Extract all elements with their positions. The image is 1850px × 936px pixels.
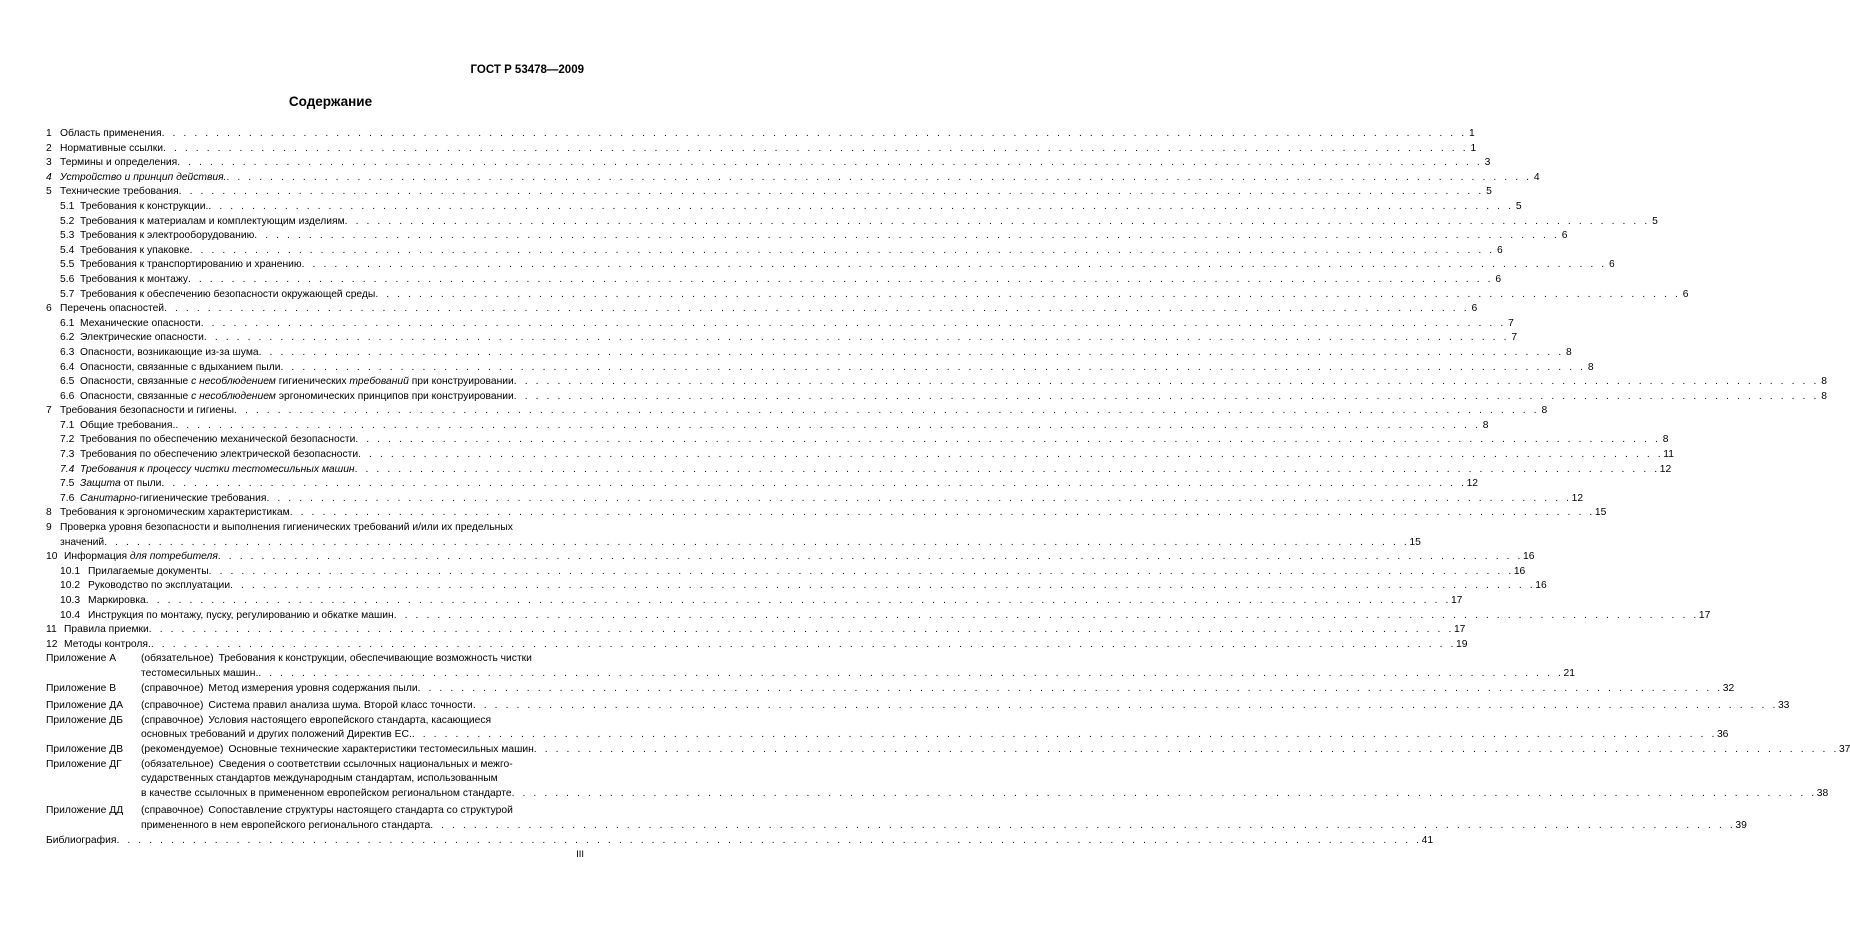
toc-entry-number: 6.1 — [60, 317, 75, 329]
toc-entry-appendix[interactable] — [46, 743, 1850, 758]
toc-entry-title: Информация для потребителя — [64, 551, 218, 563]
toc-entry[interactable] — [46, 448, 1674, 463]
toc-entry-appendix[interactable] — [46, 682, 1735, 697]
toc-entry-title: Сопоставление структуры настоящего стандарта со структурой — [208, 805, 513, 817]
toc-entry-page: 17 — [1450, 595, 1463, 606]
dot-leader: . . . . . . . . . . . . . . . . . . . . . . . . . . . . . . . . . . . . . . . . . . . . . . . . . . . . . . . . . . . . . . . . . . . . . . . . . . . . . . . . . . . . . . . . . . . . . . . . . . . . . . . . . . . . . . . . . . . . . . . . — [375, 288, 1681, 300]
dot-leader: . . . . . . . . . . . . . . . . . . . . . . . . . . . . . . . . . . . . . . . . . . . . . . . . . . . . . . . . . . . . . . . . . . . . . . . . . . . . . . . . . . . . . . . . . . . . . . . . . . . . . . . . . . . . . . . . . . . . . . . . — [234, 405, 1540, 417]
toc-entry[interactable] — [46, 477, 1479, 492]
toc-entry-page: 8 — [1482, 419, 1489, 431]
toc-entry-number: 6.3 — [60, 346, 75, 358]
toc-entry-page: 6 — [1561, 230, 1568, 242]
toc-entry-title: Область применения — [60, 128, 162, 139]
table-of-contents — [46, 127, 1850, 848]
toc-entry[interactable] — [46, 302, 1478, 317]
toc-entry[interactable] — [46, 565, 1526, 580]
toc-entry-page: 6 — [1495, 273, 1502, 285]
toc-entry-title: Основные технические характеристики тестомесильных машин — [228, 743, 534, 755]
toc-entry-number: 6.4 — [60, 361, 75, 373]
appendix-designation: Приложение ДБ — [46, 714, 123, 726]
toc-entry-title-continuation: значений — [60, 536, 105, 548]
toc-entry[interactable] — [46, 834, 1434, 849]
toc-entry-appendix[interactable] — [46, 758, 1829, 802]
toc-entry-number: 7.2 — [60, 434, 75, 446]
toc-entry-number: 10.4 — [60, 609, 81, 621]
toc-entry-number: 2 — [46, 142, 52, 154]
toc-entry-page: 12 — [1571, 492, 1584, 504]
dot-leader: . . . . . . . . . . . . . . . . . . . . . . . . . . . . . . . . . . . . . . . . . . . . . . . . . . . . . . . . . . . . . . . . . . . . . . . . . . . . . . . . . . . . . . . . . . . . . . . . . . . . . . . . . . . . . . . . . . . . . . . . — [163, 142, 1469, 154]
toc-entry-title: Библиография — [46, 834, 117, 846]
toc-entry-number: 6 — [46, 303, 52, 315]
dot-leader: . . . . . . . . . . . . . . . . . . . . . . . . . . . . . . . . . . . . . . . . . . . . . . . . . . . . . . . . . . . . . . . . . . . . . . . . . . . . . . . . . . . . . . . . . . . . . . . . . . . . . . . . . . . . . . . . . . . . . . . . — [189, 244, 1495, 256]
toc-entry-number: 6.2 — [60, 332, 75, 344]
page-title: Содержание — [288, 94, 373, 109]
toc-entry[interactable] — [46, 623, 1466, 638]
toc-entry-number: 6.6 — [60, 390, 75, 402]
toc-entry-number: 5 — [46, 186, 52, 198]
toc-entry-page: 32 — [1722, 682, 1735, 694]
toc-entry-title: Термины и определения — [60, 157, 178, 169]
toc-entry[interactable] — [46, 258, 1615, 273]
toc-entry-page: 21 — [1563, 667, 1575, 679]
toc-entry[interactable] — [46, 229, 1568, 244]
toc-entry[interactable] — [46, 288, 1689, 303]
toc-entry-page: 33 — [1777, 700, 1790, 712]
toc-entry[interactable] — [46, 433, 1669, 448]
dot-leader: . . . . . . . . . . . . . . . . . . . . . . . . . . . . . . . . . . . . . . . . . . . . . . . . . . . . . . . . . . . . . . . . . . . . . . . . . . . . . . . . . . . . . . . . . . . . . . . . . . . . . . . . . . . . . . . . . . . . . . . . — [164, 303, 1470, 315]
dot-leader: . . . . . . . . . . . . . . . . . . . . . . . . . . . . . . . . . . . . . . . . . . . . . . . . . . . . . . . . . . . . . . . . . . . . . . . . . . . . . . . . . . . . . . . . . . . . . . . . . . . . . . . . . . . . . . . . . . . . . . . . — [266, 492, 1572, 504]
toc-entry-page: 8 — [1821, 390, 1827, 402]
toc-entry-number: 9 — [46, 522, 52, 534]
toc-entry-page: 7 — [1511, 332, 1518, 344]
dot-leader: . . . . . . . . . . . . . . . . . . . . . . . . . . . . . . . . . . . . . . . . . . . . . . . . . . . . . . . . . . . . . . . . . . . . . . . . . . . . . . . . . . . . . . . . . . . . . . . . . . . . . . . . . . . . . . . . . . . . . . . . — [258, 346, 1564, 358]
dot-leader: . . . . . . . . . . . . . . . . . . . . . . . . . . . . . . . . . . . . . . . . . . . . . . . . . . . . . . . . . . . . . . . . . . . . . . . . . . . . . . . . . . . . . . . . . . . . . . . . . . . . . . . . . . . . . . . . . . . . . . . . — [344, 215, 1650, 227]
toc-entry-page: 36 — [1716, 729, 1729, 741]
toc-entry-title: Требования к материалам и комплектующим изделиям — [80, 215, 345, 227]
toc-entry-title: Технические требования — [60, 186, 179, 198]
toc-entry-number: 10 — [46, 551, 58, 563]
toc-entry-page: 3 — [1484, 157, 1491, 169]
appendix-kind: (справочное) — [141, 714, 204, 726]
toc-entry[interactable] — [46, 550, 1535, 565]
toc-entry-title: Требования к обеспечению безопасности окружающей среды — [80, 288, 376, 300]
appendix-designation: Приложение ДД — [46, 805, 124, 817]
dot-leader: . . . . . . . . . . . . . . . . . . . . . . . . . . . . . . . . . . . . . . . . . . . . . . . . . . . . . . . . . . . . . . . . . . . . . . . . . . . . . . . . . . . . . . . . . . . . . . . . . . . . . . . . . . . . . . . . . . . . . . . . — [175, 419, 1481, 431]
dot-leader: . . . . . . . . . . . . . . . . . . . . . . . . . . . . . . . . . . . . . . . . . . . . . . . . . . . . . . . . . . . . . . . . . . . . . . . . . . . . . . . . . . . . . . . . . . . . . . . . . . . . . . . . . . . . . . . . . . . . . . . . — [472, 700, 1778, 712]
toc-entry-title-continuation: в качестве ссылочных в примененном европейском региональном стандарте — [141, 787, 512, 799]
toc-entry-title: Требования к монтажу — [80, 273, 188, 285]
appendix-designation: Приложение ДГ — [46, 758, 122, 770]
toc-entry-page: 8 — [1566, 346, 1572, 358]
toc-entry-title: Электрические опасности — [80, 332, 204, 344]
toc-entry-title: Правила приемки — [64, 624, 149, 636]
dot-leader: . . . . . . . . . . . . . . . . . . . . . . . . . . . . . . . . . . . . . . . . . . . . . . . . . . . . . . . . . . . . . . . . . . . . . . . . . . . . . . . . . . . . . . . . . . . . . . . . . . . . . . . . . . . . . . . . . . . . . . . . — [148, 624, 1454, 636]
toc-entry-page: 1 — [1470, 142, 1477, 154]
dot-leader: . . . . . . . . . . . . . . . . . . . . . . . . . . . . . . . . . . . . . . . . . . . . . . . . . . . . . . . . . . . . . . . . . . . . . . . . . . . . . . . . . . . . . . . . . . . . . . . . . . . . . . . . . . . . . . . . . . . . . . . . — [411, 729, 1717, 741]
appendix-designation: Приложение В — [46, 682, 117, 694]
toc-entry-title: Опасности, возникающие из-за шума — [80, 346, 259, 358]
toc-entry-title: Перечень опасностей — [60, 303, 165, 315]
toc-entry[interactable] — [46, 375, 1827, 390]
dot-leader: . . . . . . . . . . . . . . . . . . . . . . . . . . . . . . . . . . . . . . . . . . . . . . . . . . . . . . . . . . . . . . . . . . . . . . . . . . . . . . . . . . . . . . . . . . . . . . . . . . . . . . . . . . . . . . . . . . . . . . . . — [280, 361, 1586, 373]
toc-entry-title-continuation: примененного в нем европейского регионального стандарта — [141, 819, 431, 831]
toc-entry[interactable] — [46, 463, 1672, 478]
toc-entry-title: Опасности, связанные с несоблюдением гигиенических требований при конструировании — [80, 376, 514, 388]
toc-entry-page: 8 — [1662, 434, 1669, 446]
toc-entry-page: 5 — [1652, 215, 1658, 227]
toc-entry-title: Руководство по эксплуатации — [88, 580, 231, 592]
toc-entry-page: 4 — [1533, 171, 1540, 183]
dot-leader: . . . . . . . . . . . . . . . . . . . . . . . . . . . . . . . . . . . . . . . . . . . . . . . . . . . . . . . . . . . . . . . . . . . . . . . . . . . . . . . . . . . . . . . . . . . . . . . . . . . . . . . . . . . . . . . . . . . . . . . . — [208, 200, 1514, 212]
dot-leader: . . . . . . . . . . . . . . . . . . . . . . . . . . . . . . . . . . . . . . . . . . . . . . . . . . . . . . . . . . . . . . . . . . . . . . . . . . . . . . . . . . . . . . . . . . . . . . . . . . . . . . . . . . . . . . . . . . . . . . . . — [513, 376, 1819, 388]
toc-entry-title: Требования к процессу чистки тестомесильных машин — [80, 463, 355, 475]
appendix-kind: (справочное) — [141, 805, 204, 817]
toc-entry[interactable] — [46, 200, 1522, 215]
dot-leader: . . . . . . . . . . . . . . . . . . . . . . . . . . . . . . . . . . . . . . . . . . . . . . . . . . . . . . . . . . . . . . . . . . . . . . . . . . . . . . . . . . . . . . . . . . . . . . . . . . . . . . . . . . . . . . . . . . . . . . . . — [393, 609, 1699, 621]
toc-entry-title: Проверка уровня безопасности и выполнения гигиенических требований и/или их предельных — [60, 522, 513, 534]
toc-entry[interactable] — [46, 244, 1503, 259]
toc-entry-number: 7.6 — [60, 492, 75, 504]
toc-entry-page: 8 — [1541, 405, 1548, 417]
toc-entry[interactable] — [46, 579, 1547, 594]
toc-entry[interactable] — [46, 492, 1584, 507]
toc-entry-title: Опасности, связанные с вдыханием пыли — [80, 361, 281, 373]
dot-leader: . . . . . . . . . . . . . . . . . . . . . . . . . . . . . . . . . . . . . . . . . . . . . . . . . . . . . . . . . . . . . . . . . . . . . . . . . . . . . . . . . . . . . . . . . . . . . . . . . . . . . . . . . . . . . . . . . . . . . . . . — [178, 186, 1484, 198]
toc-entry-title: Метод измерения уровня содержания пыли — [208, 682, 418, 694]
toc-entry[interactable] — [46, 638, 1468, 653]
toc-entry-title-continuation: тестомесильных машин. — [141, 667, 259, 679]
toc-entry-page: 12 — [1659, 463, 1672, 475]
toc-entry[interactable] — [46, 361, 1594, 376]
appendix-kind: (справочное) — [141, 700, 204, 712]
toc-entry-title: Условия настоящего европейского стандарта, касающиеся — [208, 714, 492, 726]
toc-entry-page: 8 — [1587, 361, 1594, 373]
dot-leader: . . . . . . . . . . . . . . . . . . . . . . . . . . . . . . . . . . . . . . . . . . . . . . . . . . . . . . . . . . . . . . . . . . . . . . . . . . . . . . . . . . . . . . . . . . . . . . . . . . . . . . . . . . . . . . . . . . . . . . . . — [258, 667, 1564, 679]
toc-entry-title: Прилагаемые документы — [88, 565, 209, 577]
toc-entry-number: 5.5 — [60, 259, 75, 271]
dot-leader: . . . . . . . . . . . . . . . . . . . . . . . . . . . . . . . . . . . . . . . . . . . . . . . . . . . . . . . . . . . . . . . . . . . . . . . . . . . . . . . . . . . . . . . . . . . . . . . . . . . . . . . . . . . . . . . . . . . . . . . . — [208, 565, 1514, 577]
toc-entry-number: 7 — [46, 405, 52, 417]
toc-entry-number: 10.3 — [60, 595, 81, 606]
toc-entry[interactable] — [46, 215, 1658, 230]
dot-leader: . . . . . . . . . . . . . . . . . . . . . . . . . . . . . . . . . . . . . . . . . . . . . . . . . . . . . . . . . . . . . . . . . . . . . . . . . . . . . . . . . . . . . . . . . . . . . . . . . . . . . . . . . . . . . . . . . . . . . . . . — [513, 390, 1819, 402]
toc-entry-appendix[interactable] — [46, 714, 1729, 743]
toc-entry-page: 8 — [1821, 376, 1827, 388]
toc-entry[interactable] — [46, 404, 1548, 419]
dot-leader: . . . . . . . . . . . . . . . . . . . . . . . . . . . . . . . . . . . . . . . . . . . . . . . . . . . . . . . . . . . . . . . . . . . . . . . . . . . . . . . . . . . . . . . . . . . . . . . . . . . . . . . . . . . . . . . . . . . . . . . . — [301, 259, 1607, 271]
toc-entry-number: 12 — [46, 638, 58, 650]
toc-entry-title: Нормативные ссылки — [60, 142, 164, 154]
toc-entry-number: 5.3 — [60, 230, 75, 242]
dot-leader: . . . . . . . . . . . . . . . . . . . . . . . . . . . . . . . . . . . . . . . . . . . . . . . . . . . . . . . . . . . . . . . . . . . . . . . . . . . . . . . . . . . . . . . . . . . . . . . . . . . . . . . . . . . . . . . . . . . . . . . . — [254, 230, 1560, 242]
toc-entry-page: 6 — [1609, 259, 1615, 271]
dot-leader: . . . . . . . . . . . . . . . . . . . . . . . . . . . . . . . . . . . . . . . . . . . . . . . . . . . . . . . . . . . . . . . . . . . . . . . . . . . . . . . . . . . . . . . . . . . . . . . . . . . . . . . . . . . . . . . . . . . . . . . . — [104, 536, 1410, 548]
appendix-kind: (рекомендуемое) — [141, 743, 224, 755]
document-designation: ГОСТ Р 53478—2009 — [470, 64, 584, 76]
toc-entry-number: 7.3 — [60, 449, 75, 461]
toc-entry-title-continuation: основных требований и других положений Директив ЕС. — [141, 729, 412, 741]
toc-entry[interactable] — [46, 317, 1514, 332]
toc-entry-title: Методы контроля. — [64, 638, 151, 650]
dot-leader: . . . . . . . . . . . . . . . . . . . . . . . . . . . . . . . . . . . . . . . . . . . . . . . . . . . . . . . . . . . . . . . . . . . . . . . . . . . . . . . . . . . . . . . . . . . . . . . . . . . . . . . . . . . . . . . . . . . . . . . . — [150, 638, 1457, 650]
toc-entry-page: 12 — [1466, 478, 1479, 490]
toc-entry-number: 5.1 — [60, 200, 75, 212]
toc-entry-appendix[interactable] — [46, 699, 1790, 714]
toc-entry-title: Система правил анализа шума. Второй класс точности — [208, 700, 473, 712]
appendix-designation: Приложение А — [46, 653, 117, 665]
toc-entry-page: 6 — [1471, 303, 1478, 315]
toc-entry-appendix[interactable] — [46, 652, 1575, 681]
toc-entry-page: 37 — [1838, 743, 1850, 755]
dot-leader: . . . . . . . . . . . . . . . . . . . . . . . . . . . . . . . . . . . . . . . . . . . . . . . . . . . . . . . . . . . . . . . . . . . . . . . . . . . . . . . . . . . . . . . . . . . . . . . . . . . . . . . . . . . . . . . . . . . . . . . . — [161, 478, 1467, 490]
toc-entry-page: 19 — [1456, 638, 1468, 650]
toc-entry-number: 10.2 — [60, 580, 81, 592]
toc-entry[interactable] — [46, 594, 1463, 609]
dot-leader: . . . . . . . . . . . . . . . . . . . . . . . . . . . . . . . . . . . . . . . . . . . . . . . . . . . . . . . . . . . . . . . . . . . . . . . . . . . . . . . . . . . . . . . . . . . . . . . . . . . . . . . . . . . . . . . . . . . . . . . . — [417, 682, 1723, 694]
toc-entry-title: Защита от пыли — [80, 478, 162, 490]
toc-entry-title: Устройство и принцип действия. — [60, 171, 227, 183]
toc-entry-title: Инструкция по монтажу, пуску, регулированию и обкатке машин — [88, 609, 394, 621]
toc-entry-page: 5 — [1486, 186, 1492, 198]
toc-entry-number: 7.1 — [60, 419, 75, 431]
dot-leader: . . . . . . . . . . . . . . . . . . . . . . . . . . . . . . . . . . . . . . . . . . . . . . . . . . . . . . . . . . . . . . . . . . . . . . . . . . . . . . . . . . . . . . . . . . . . . . . . . . . . . . . . . . . . . . . . . . . . . . . . — [116, 834, 1422, 846]
toc-entry-page: 17 — [1453, 624, 1466, 636]
toc-entry-title: Механические опасности — [80, 317, 201, 329]
toc-entry-title: Требования к электрооборудованию — [80, 230, 255, 242]
dot-leader: . . . . . . . . . . . . . . . . . . . . . . . . . . . . . . . . . . . . . . . . . . . . . . . . . . . . . . . . . . . . . . . . . . . . . . . . . . . . . . . . . . . . . . . . . . . . . . . . . . . . . . . . . . . . . . . . . . . . . . . . — [145, 595, 1451, 606]
toc-entry-number: 6.5 — [60, 376, 75, 388]
toc-entry-title: Опасности, связанные с несоблюдением эргономических принципов при конструировании — [80, 390, 514, 402]
dot-leader: . . . . . . . . . . . . . . . . . . . . . . . . . . . . . . . . . . . . . . . . . . . . . . . . . . . . . . . . . . . . . . . . . . . . . . . . . . . . . . . . . . . . . . . . . . . . . . . . . . . . . . . . . . . . . . . . . . . . . . . . — [217, 551, 1524, 563]
toc-entry-page: 16 — [1513, 565, 1526, 577]
toc-entry-number: 5.7 — [60, 288, 75, 300]
toc-entry-page: 7 — [1508, 317, 1514, 329]
toc-entry-appendix[interactable] — [46, 804, 1747, 833]
toc-entry[interactable] — [46, 185, 1492, 200]
toc-entry[interactable] — [46, 390, 1827, 405]
toc-entry-title: Требования к транспортированию и хранению — [80, 259, 302, 271]
toc-entry-page: 41 — [1421, 834, 1434, 846]
toc-entry-number: 5.4 — [60, 244, 75, 256]
toc-entry-number: 11 — [46, 624, 57, 636]
toc-entry[interactable] — [46, 156, 1491, 171]
toc-entry-title: Требования к эргономическим характеристикам — [60, 507, 290, 519]
page-number: III — [576, 849, 584, 860]
dot-leader: . . . . . . . . . . . . . . . . . . . . . . . . . . . . . . . . . . . . . . . . . . . . . . . . . . . . . . . . . . . . . . . . . . . . . . . . . . . . . . . . . . . . . . . . . . . . . . . . . . . . . . . . . . . . . . . . . . . . . . . . — [187, 273, 1494, 285]
toc-entry[interactable] — [46, 521, 1421, 550]
appendix-kind: (обязательное) — [141, 653, 214, 665]
toc-entry-page: 15 — [1409, 536, 1421, 548]
toc-entry-title: Требования безопасности и гигиены — [60, 405, 235, 417]
toc-entry-title: Общие требования. — [80, 419, 176, 431]
toc-entry-number: 10.1 — [60, 565, 81, 577]
dot-leader: . . . . . . . . . . . . . . . . . . . . . . . . . . . . . . . . . . . . . . . . . . . . . . . . . . . . . . . . . . . . . . . . . . . . . . . . . . . . . . . . . . . . . . . . . . . . . . . . . . . . . . . . . . . . . . . . . . . . . . . . — [430, 819, 1736, 831]
toc-entry[interactable] — [46, 609, 1711, 624]
toc-entry-number: 5.6 — [60, 273, 75, 285]
dot-leader: . . . . . . . . . . . . . . . . . . . . . . . . . . . . . . . . . . . . . . . . . . . . . . . . . . . . . . . . . . . . . . . . . . . . . . . . . . . . . . . . . . . . . . . . . . . . . . . . . . . . . . . . . . . . . . . . . . . . . . . . — [226, 171, 1532, 183]
toc-entry-number: 3 — [46, 157, 52, 169]
dot-leader: . . . . . . . . . . . . . . . . . . . . . . . . . . . . . . . . . . . . . . . . . . . . . . . . . . . . . . . . . . . . . . . . . . . . . . . . . . . . . . . . . . . . . . . . . . . . . . . . . . . . . . . . . . . . . . . . . . . . . . . . — [354, 463, 1660, 475]
toc-entry-title-continuation: сударственных стандартов международным стандартам, использованным — [141, 773, 498, 785]
toc-entry-title: Сведения о соответствии ссылочных национальных и межго- — [218, 758, 513, 770]
toc-entry-page: 16 — [1535, 580, 1547, 592]
dot-leader: . . . . . . . . . . . . . . . . . . . . . . . . . . . . . . . . . . . . . . . . . . . . . . . . . . . . . . . . . . . . . . . . . . . . . . . . . . . . . . . . . . . . . . . . . . . . . . . . . . . . . . . . . . . . . . . . . . . . . . . . — [358, 449, 1664, 461]
toc-entry[interactable] — [46, 142, 1477, 157]
dot-leader: . . . . . . . . . . . . . . . . . . . . . . . . . . . . . . . . . . . . . . . . . . . . . . . . . . . . . . . . . . . . . . . . . . . . . . . . . . . . . . . . . . . . . . . . . . . . . . . . . . . . . . . . . . . . . . . . . . . . . . . . — [200, 317, 1506, 329]
toc-entry-number: 4 — [46, 171, 52, 183]
dot-leader: . . . . . . . . . . . . . . . . . . . . . . . . . . . . . . . . . . . . . . . . . . . . . . . . . . . . . . . . . . . . . . . . . . . . . . . . . . . . . . . . . . . . . . . . . . . . . . . . . . . . . . . . . . . . . . . . . . . . . . . . — [355, 434, 1661, 446]
toc-entry[interactable] — [46, 419, 1489, 434]
toc-entry-page: 1 — [1468, 128, 1475, 139]
toc-entry[interactable] — [46, 127, 1475, 142]
toc-entry-title: Требования к конструкции. — [80, 200, 209, 212]
toc-entry-page: 38 — [1816, 787, 1829, 799]
dot-leader: . . . . . . . . . . . . . . . . . . . . . . . . . . . . . . . . . . . . . . . . . . . . . . . . . . . . . . . . . . . . . . . . . . . . . . . . . . . . . . . . . . . . . . . . . . . . . . . . . . . . . . . . . . . . . . . . . . . . . . . . — [161, 128, 1467, 139]
toc-entry-page: 17 — [1698, 609, 1711, 621]
toc-entry-number: 7.5 — [60, 478, 75, 490]
toc-entry-title: Требования по обеспечению электрической безопасности — [80, 449, 359, 461]
toc-entry-title: Маркировка — [88, 595, 146, 606]
toc-entry-number: 7.4 — [60, 463, 75, 475]
toc-entry-page: 39 — [1735, 819, 1747, 831]
dot-leader: . . . . . . . . . . . . . . . . . . . . . . . . . . . . . . . . . . . . . . . . . . . . . . . . . . . . . . . . . . . . . . . . . . . . . . . . . . . . . . . . . . . . . . . . . . . . . . . . . . . . . . . . . . . . . . . . . . . . . . . . — [511, 787, 1817, 799]
toc-entry-title: Требования к упаковке — [80, 244, 190, 256]
toc-entry-page: 15 — [1594, 507, 1607, 519]
toc-entry-title: Санитарно-гигиенические требования — [80, 492, 267, 504]
appendix-kind: (обязательное) — [141, 758, 214, 770]
dot-leader: . . . . . . . . . . . . . . . . . . . . . . . . . . . . . . . . . . . . . . . . . . . . . . . . . . . . . . . . . . . . . . . . . . . . . . . . . . . . . . . . . . . . . . . . . . . . . . . . . . . . . . . . . . . . . . . . . . . . . . . . — [230, 580, 1536, 592]
dot-leader: . . . . . . . . . . . . . . . . . . . . . . . . . . . . . . . . . . . . . . . . . . . . . . . . . . . . . . . . . . . . . . . . . . . . . . . . . . . . . . . . . . . . . . . . . . . . . . . . . . . . . . . . . . . . . . . . . . . . . . . . — [203, 332, 1510, 344]
toc-entry[interactable] — [46, 331, 1518, 346]
appendix-kind: (справочное) — [141, 682, 204, 694]
appendix-designation: Приложение ДВ — [46, 743, 124, 755]
toc-entry[interactable] — [46, 273, 1502, 288]
appendix-designation: Приложение ДА — [46, 700, 124, 712]
toc-entry[interactable] — [46, 506, 1607, 521]
toc-entry-number: 1 — [46, 128, 52, 139]
toc-entry-page: 6 — [1682, 288, 1689, 300]
dot-leader: . . . . . . . . . . . . . . . . . . . . . . . . . . . . . . . . . . . . . . . . . . . . . . . . . . . . . . . . . . . . . . . . . . . . . . . . . . . . . . . . . . . . . . . . . . . . . . . . . . . . . . . . . . . . . . . . . . . . . . . . — [533, 743, 1839, 755]
toc-entry[interactable] — [46, 171, 1540, 186]
toc-entry[interactable] — [46, 346, 1572, 361]
dot-leader: . . . . . . . . . . . . . . . . . . . . . . . . . . . . . . . . . . . . . . . . . . . . . . . . . . . . . . . . . . . . . . . . . . . . . . . . . . . . . . . . . . . . . . . . . . . . . . . . . . . . . . . . . . . . . . . . . . . . . . . . — [177, 157, 1483, 169]
toc-entry-page: 5 — [1515, 200, 1522, 212]
toc-entry-number: 5.2 — [60, 215, 75, 227]
toc-entry-page: 11 — [1663, 449, 1674, 461]
toc-entry-page: 16 — [1523, 551, 1535, 563]
toc-entry-title: Требования по обеспечению механической безопасности — [80, 434, 356, 446]
toc-entry-number: 8 — [46, 507, 52, 519]
toc-entry-title: Требования к конструкции, обеспечивающие возможность чистки — [218, 653, 532, 665]
toc-entry-page: 6 — [1497, 244, 1503, 256]
dot-leader: . . . . . . . . . . . . . . . . . . . . . . . . . . . . . . . . . . . . . . . . . . . . . . . . . . . . . . . . . . . . . . . . . . . . . . . . . . . . . . . . . . . . . . . . . . . . . . . . . . . . . . . . . . . . . . . . . . . . . . . . — [289, 507, 1595, 519]
